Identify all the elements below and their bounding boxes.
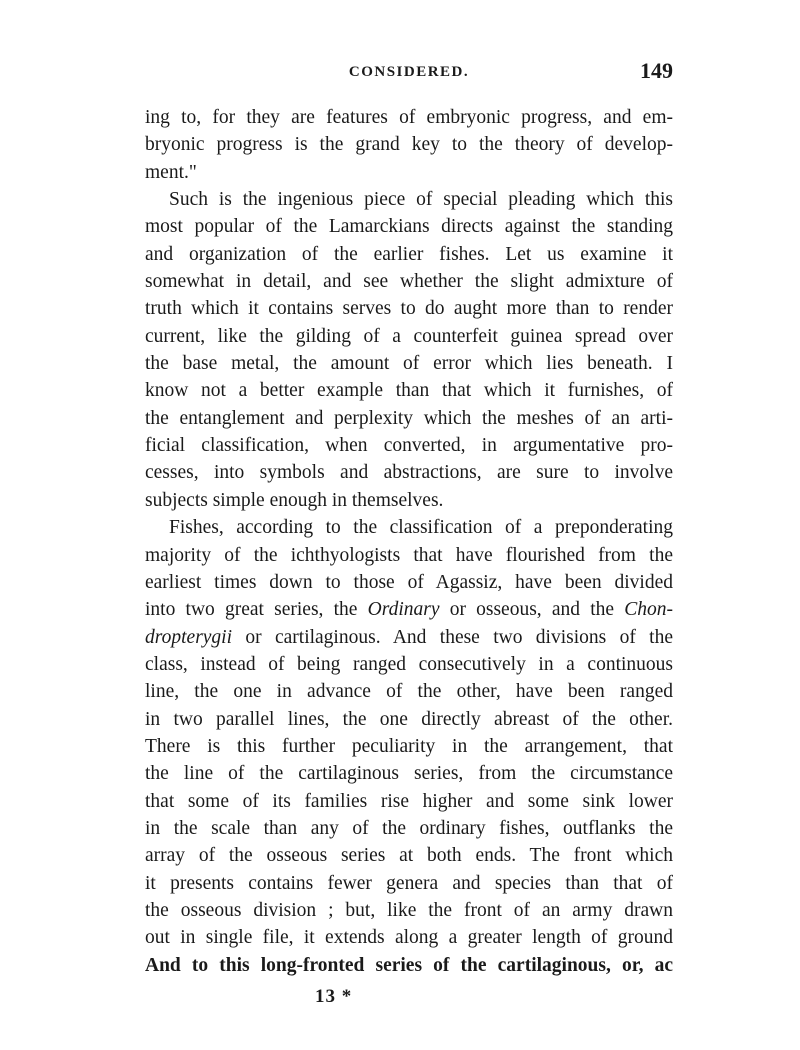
text-run: into two great series, the — [145, 599, 368, 621]
text-line: the osseous division ; but, like the front of an army drawn — [145, 899, 673, 921]
text-line: and organization of the earlier fishes. Let us examine it — [145, 243, 673, 265]
text-line: cesses, into symbols and abstractions, are sure to involve — [145, 462, 673, 484]
text-line: subjects simple enough in themselves. — [145, 489, 444, 511]
text-line: in two parallel lines, the one directly abreast of the other. — [145, 708, 673, 730]
running-head-title: CONSIDERED. — [348, 64, 470, 80]
text-run: or osseous, and the — [439, 599, 625, 621]
text-line: array of the osseous series at both ends. The front which — [145, 845, 673, 867]
text-line: somewhat in detail, and see whether the slight admixture of — [145, 271, 673, 293]
body-text — [145, 104, 673, 979]
text-line: out in single file, it extends along a greater length of ground — [145, 927, 673, 949]
text-line: current, like the gilding of a counterfeit guinea spread over — [145, 325, 673, 347]
text-line: And to this long-fronted series of the cartilaginous, or, ac — [145, 954, 673, 976]
text-line: know not a better example than that which it furnishes, of — [145, 380, 673, 402]
running-head — [145, 58, 673, 90]
italic-term-chondropterygii-rest: dropterygii — [145, 626, 233, 648]
text-line: the entanglement and perplexity which the meshes of an arti- — [145, 407, 673, 429]
text-line: the base metal, the amount of error which lies beneath. I — [145, 353, 673, 375]
text-line: earliest times down to those of Agassiz, have been divided — [145, 571, 673, 593]
text-line: in the scale than any of the ordinary fishes, outflanks the — [145, 817, 673, 839]
text-line: class, instead of being ranged consecutively in a continuous — [145, 653, 673, 675]
text-line: There is this further peculiarity in the arrangement, that — [145, 735, 673, 757]
text-line-with-italics — [145, 624, 673, 651]
text-line: line, the one in advance of the other, have been ranged — [145, 681, 673, 703]
text-line: the line of the cartilaginous series, from the circumstance — [145, 763, 673, 785]
page-number: 149 — [640, 58, 673, 83]
text-run: or cartilaginous. And these two divisions of the — [232, 626, 673, 648]
text-line: ficial classification, when converted, in argumentative pro- — [145, 435, 673, 457]
text-line-with-italics — [145, 596, 673, 623]
paragraph-first-line: Such is the ingenious piece of special pleading which this — [169, 189, 673, 211]
text-line: it presents contains fewer genera and species than that of — [145, 872, 673, 894]
text-line: ing to, for they are features of embryonic progress, and em- — [145, 107, 673, 128]
text-line: bryonic progress is the grand key to the theory of develop- — [145, 134, 673, 156]
italic-term-chondropterygii-part: Chon- — [624, 599, 673, 621]
italic-term-ordinary: Ordinary — [367, 599, 440, 621]
paragraph-first-line: Fishes, according to the classification of a preponderating — [169, 517, 673, 539]
text-line: that some of its families rise higher and some sink lower — [145, 790, 673, 812]
text-line: majority of the ichthyologists that have flourished from the — [145, 544, 673, 566]
text-line: truth which it contains serves to do aught more than to render — [145, 298, 673, 320]
text-line: ment." — [145, 161, 197, 183]
text-line: most popular of the Lamarckians directs against the standing — [145, 216, 673, 238]
signature-mark: 13 * — [315, 986, 353, 1007]
